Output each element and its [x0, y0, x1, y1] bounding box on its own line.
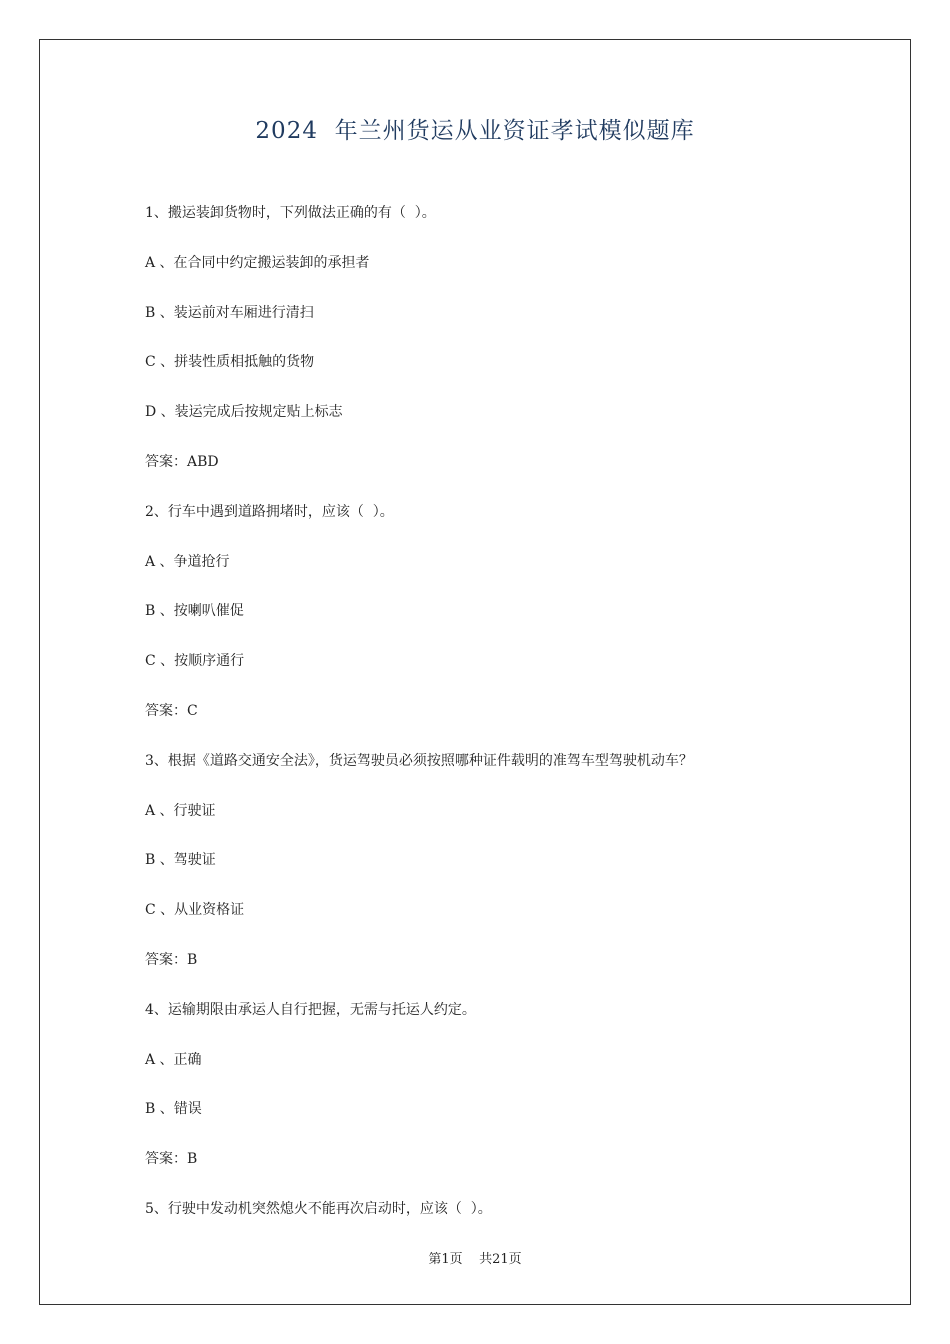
question-4-option-b: B 、错误 [145, 1101, 202, 1118]
question-2-option-a: A 、争道抢行 [145, 553, 230, 570]
question-3-option-a: A 、行驶证 [145, 802, 216, 819]
question-1-option-b: B 、装运前对车厢进行清扫 [145, 304, 314, 321]
question-2-answer: 答案：C [145, 702, 198, 719]
question-3-option-b: B 、驾驶证 [145, 852, 216, 869]
question-1-option-c: C 、拼装性质相抵触的货物 [145, 354, 315, 371]
document-title: 2024 年兰州货运从业资证孝试模似题库 [255, 118, 695, 144]
question-1: 1、搬运装卸货物时，下列做法正确的有（ ）。 [145, 205, 436, 221]
page-footer: 第1页 共21页 [428, 1252, 522, 1267]
question-5: 5、行驶中发动机突然熄火不能再次启动时，应该（ ）。 [145, 1200, 492, 1217]
question-2-option-c: C 、按顺序通行 [145, 653, 245, 670]
question-3-answer: 答案：B [145, 951, 198, 968]
question-3: 3、根据《道路交通安全法》，货运驾驶员必须按照哪种证件载明的准驾车型驾驶机动车？ [145, 752, 693, 769]
question-4-option-a: A 、正确 [145, 1051, 202, 1068]
question-1-option-a: A 、在合同中约定搬运装卸的承担者 [145, 254, 370, 271]
question-3-option-c: C 、从业资格证 [145, 902, 245, 919]
question-4: 4、运输期限由承运人自行把握，无需与托运人约定。 [145, 1001, 476, 1018]
question-1-option-d: D 、装运完成后按规定贴上标志 [145, 404, 343, 421]
question-list [145, 203, 845, 1249]
question-2-option-b: B 、按喇叭催促 [145, 603, 244, 620]
question-4-answer: 答案：B [145, 1151, 198, 1168]
question-1-answer: 答案：ABD [145, 453, 219, 470]
question-2: 2、行车中遇到道路拥堵时，应该（ ）。 [145, 503, 394, 520]
